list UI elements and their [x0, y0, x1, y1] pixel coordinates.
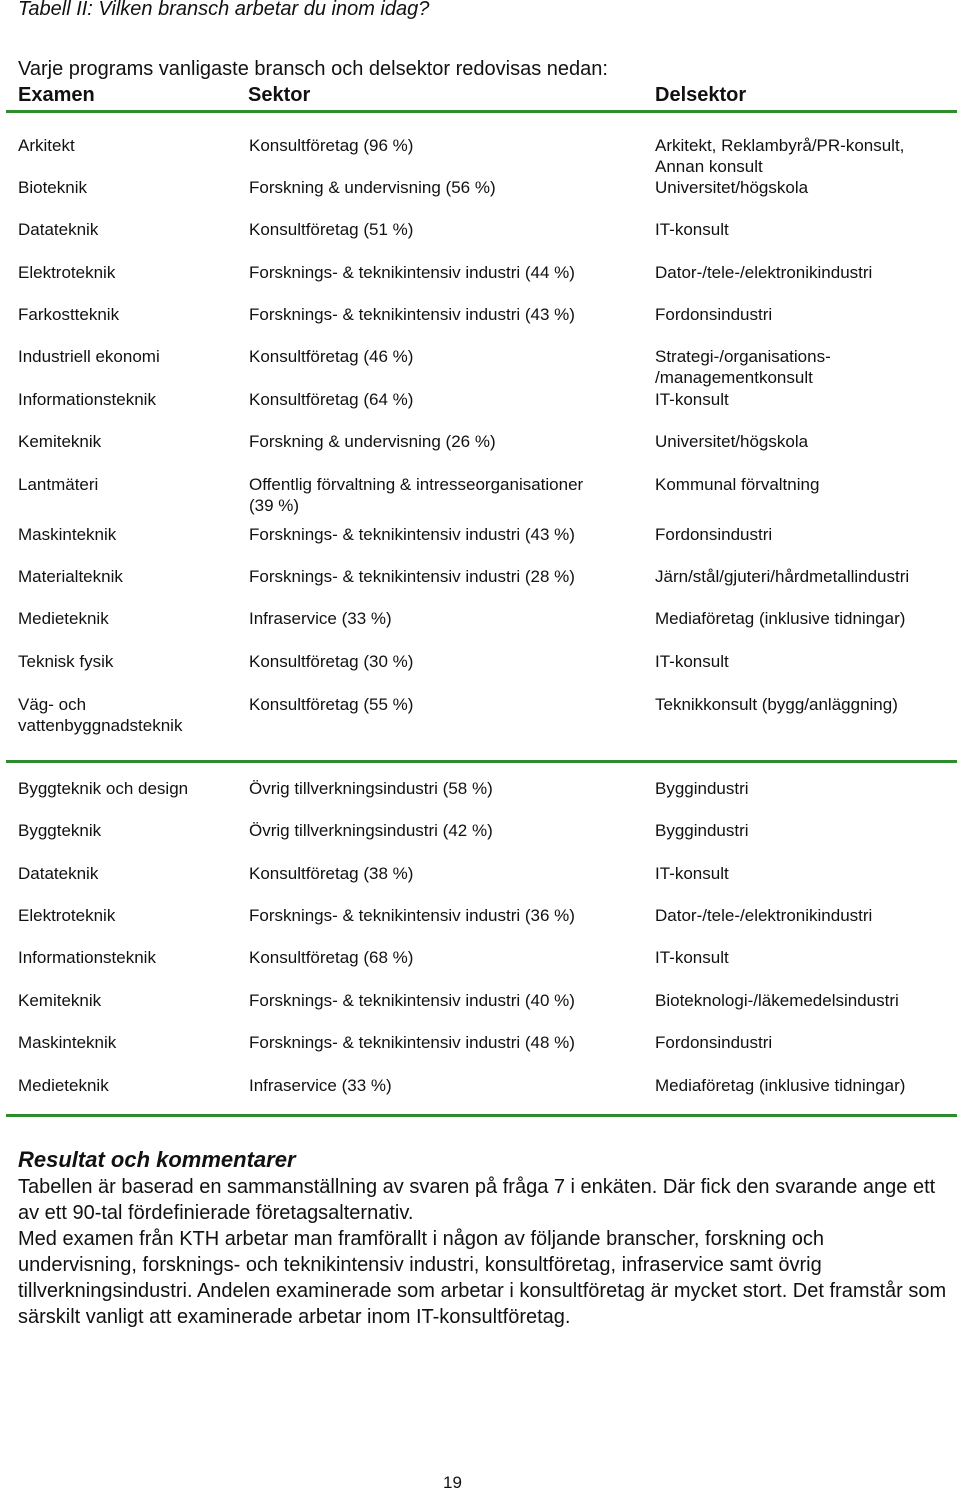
cell-delsektor: IT-konsult: [655, 220, 729, 239]
cell-examen: Informationsteknik: [18, 390, 156, 409]
cell-sektor: Forskning & undervisning (26 %): [249, 432, 496, 451]
cell-delsektor: IT-konsult: [655, 864, 729, 883]
cell-examen: Bioteknik: [18, 178, 87, 197]
cell-examen: Byggteknik: [18, 821, 102, 840]
cell-delsektor: Byggindustri: [655, 779, 749, 798]
header-sektor: Sektor: [248, 84, 311, 106]
paragraph-2: Med examen från KTH arbetar man framförallt i någon av följande branscher, forskning och undervisning, forsknings- och teknikintensiv industri, konsultföretag, infraservice samt övrig tillverkningsindustri. Andelen examinerade som arbetar i konsultföretag är mycket stort. Det framstår som särskilt vanligt att examinerade arbetar inom IT-konsultföretag.: [18, 1228, 947, 1328]
cell-delsektor: Fordonsindustri: [655, 305, 773, 324]
section-title: Resultat och kommentarer: [18, 1147, 296, 1172]
cell-examen: Elektroteknik: [18, 263, 116, 282]
cell-delsektor: Fordonsindustri: [655, 1033, 773, 1052]
cell-delsektor: IT-konsult: [655, 652, 729, 671]
cell-sektor: Övrig tillverkningsindustri (58 %): [249, 779, 493, 798]
cell-examen: Materialteknik: [18, 567, 123, 586]
cell-examen: Elektroteknik: [18, 906, 116, 925]
cell-examen: Maskinteknik: [18, 1033, 117, 1052]
cell-sektor: Forsknings- & teknikintensiv industri (44 %): [249, 263, 575, 282]
cell-delsektor: Dator-/tele-/elektronikindustri: [655, 263, 873, 282]
cell-sektor: Forsknings- & teknikintensiv industri (43 %): [249, 305, 575, 324]
cell-delsektor: Bioteknologi-/läkemedelsindustri: [655, 991, 899, 1010]
header-examen: Examen: [18, 84, 95, 106]
paragraph-1: Tabellen är baserad en sammanställning av svaren på fråga 7 i enkäten. Där fick den svarande ange ett av ett 90-tal fördefinierade företagsalternativ.: [18, 1176, 936, 1224]
cell-examen: Informationsteknik: [18, 948, 156, 967]
cell-sektor: Konsultföretag (55 %): [249, 695, 414, 714]
cell-delsektor: IT-konsult: [655, 390, 729, 409]
cell-examen: Byggteknik och design: [18, 779, 189, 798]
cell-sektor: Forsknings- & teknikintensiv industri (36 %): [249, 906, 575, 925]
table-bottom-divider: [6, 1114, 957, 1117]
cell-delsektor: Arkitekt, Reklambyrå/PR-konsult, Annan konsult: [655, 136, 905, 176]
cell-examen: Lantmäteri: [18, 475, 99, 494]
cell-examen: Teknisk fysik: [18, 652, 114, 671]
header-divider: [6, 110, 957, 113]
cell-delsektor: Dator-/tele-/elektronikindustri: [655, 906, 873, 925]
cell-sektor: Konsultföretag (64 %): [249, 390, 414, 409]
group-divider: [6, 760, 957, 763]
cell-examen: Maskinteknik: [18, 525, 117, 544]
header-delsektor: Delsektor: [655, 84, 747, 106]
table-intro: Varje programs vanligaste bransch och delsektor redovisas nedan:: [18, 58, 608, 80]
cell-sektor: Forskning & undervisning (56 %): [249, 178, 496, 197]
cell-delsektor: Universitet/högskola: [655, 178, 809, 197]
cell-examen: Farkostteknik: [18, 305, 120, 324]
cell-sektor: Forsknings- & teknikintensiv industri (28 %): [249, 567, 575, 586]
cell-sektor: Övrig tillverkningsindustri (42 %): [249, 821, 493, 840]
cell-examen: Medieteknik: [18, 609, 109, 628]
cell-examen: Kemiteknik: [18, 432, 102, 451]
cell-examen: Datateknik: [18, 220, 99, 239]
cell-examen: Väg- och vattenbyggnadsteknik: [18, 695, 183, 735]
cell-delsektor: Fordonsindustri: [655, 525, 773, 544]
cell-sektor: Forsknings- & teknikintensiv industri (40 %): [249, 991, 575, 1010]
cell-examen: Kemiteknik: [18, 991, 102, 1010]
cell-delsektor: Mediaföretag (inklusive tidningar): [655, 1076, 906, 1095]
cell-delsektor: Teknikkonsult (bygg/anläggning): [655, 695, 898, 714]
cell-sektor: Konsultföretag (51 %): [249, 220, 414, 239]
cell-sektor: Forsknings- & teknikintensiv industri (48 %): [249, 1033, 575, 1052]
cell-delsektor: Byggindustri: [655, 821, 749, 840]
cell-sektor: Konsultföretag (30 %): [249, 652, 414, 671]
cell-sektor: Forsknings- & teknikintensiv industri (43 %): [249, 525, 575, 544]
cell-sektor: Konsultföretag (68 %): [249, 948, 414, 967]
cell-delsektor: Universitet/högskola: [655, 432, 809, 451]
cell-sektor: Konsultföretag (38 %): [249, 864, 414, 883]
cell-delsektor: Järn/stål/gjuteri/hårdmetallindustri: [655, 567, 910, 586]
cell-sektor: Konsultföretag (96 %): [249, 136, 414, 155]
table-caption: Tabell II: Vilken bransch arbetar du inom idag?: [18, 0, 430, 20]
cell-examen: Datateknik: [18, 864, 99, 883]
cell-delsektor: IT-konsult: [655, 948, 729, 967]
cell-delsektor: Strategi-/organisations- /managementkonsult: [655, 347, 831, 387]
cell-sektor: Infraservice (33 %): [249, 1076, 392, 1095]
cell-sektor: Konsultföretag (46 %): [249, 347, 414, 366]
cell-delsektor: Mediaföretag (inklusive tidningar): [655, 609, 906, 628]
cell-examen: Arkitekt: [18, 136, 75, 155]
cell-sektor: Infraservice (33 %): [249, 609, 392, 628]
page-number: 19: [443, 1473, 462, 1492]
cell-examen: Industriell ekonomi: [18, 347, 160, 366]
cell-examen: Medieteknik: [18, 1076, 109, 1095]
cell-sektor: Offentlig förvaltning & intresseorganisationer (39 %): [249, 475, 584, 515]
cell-delsektor: Kommunal förvaltning: [655, 475, 820, 494]
